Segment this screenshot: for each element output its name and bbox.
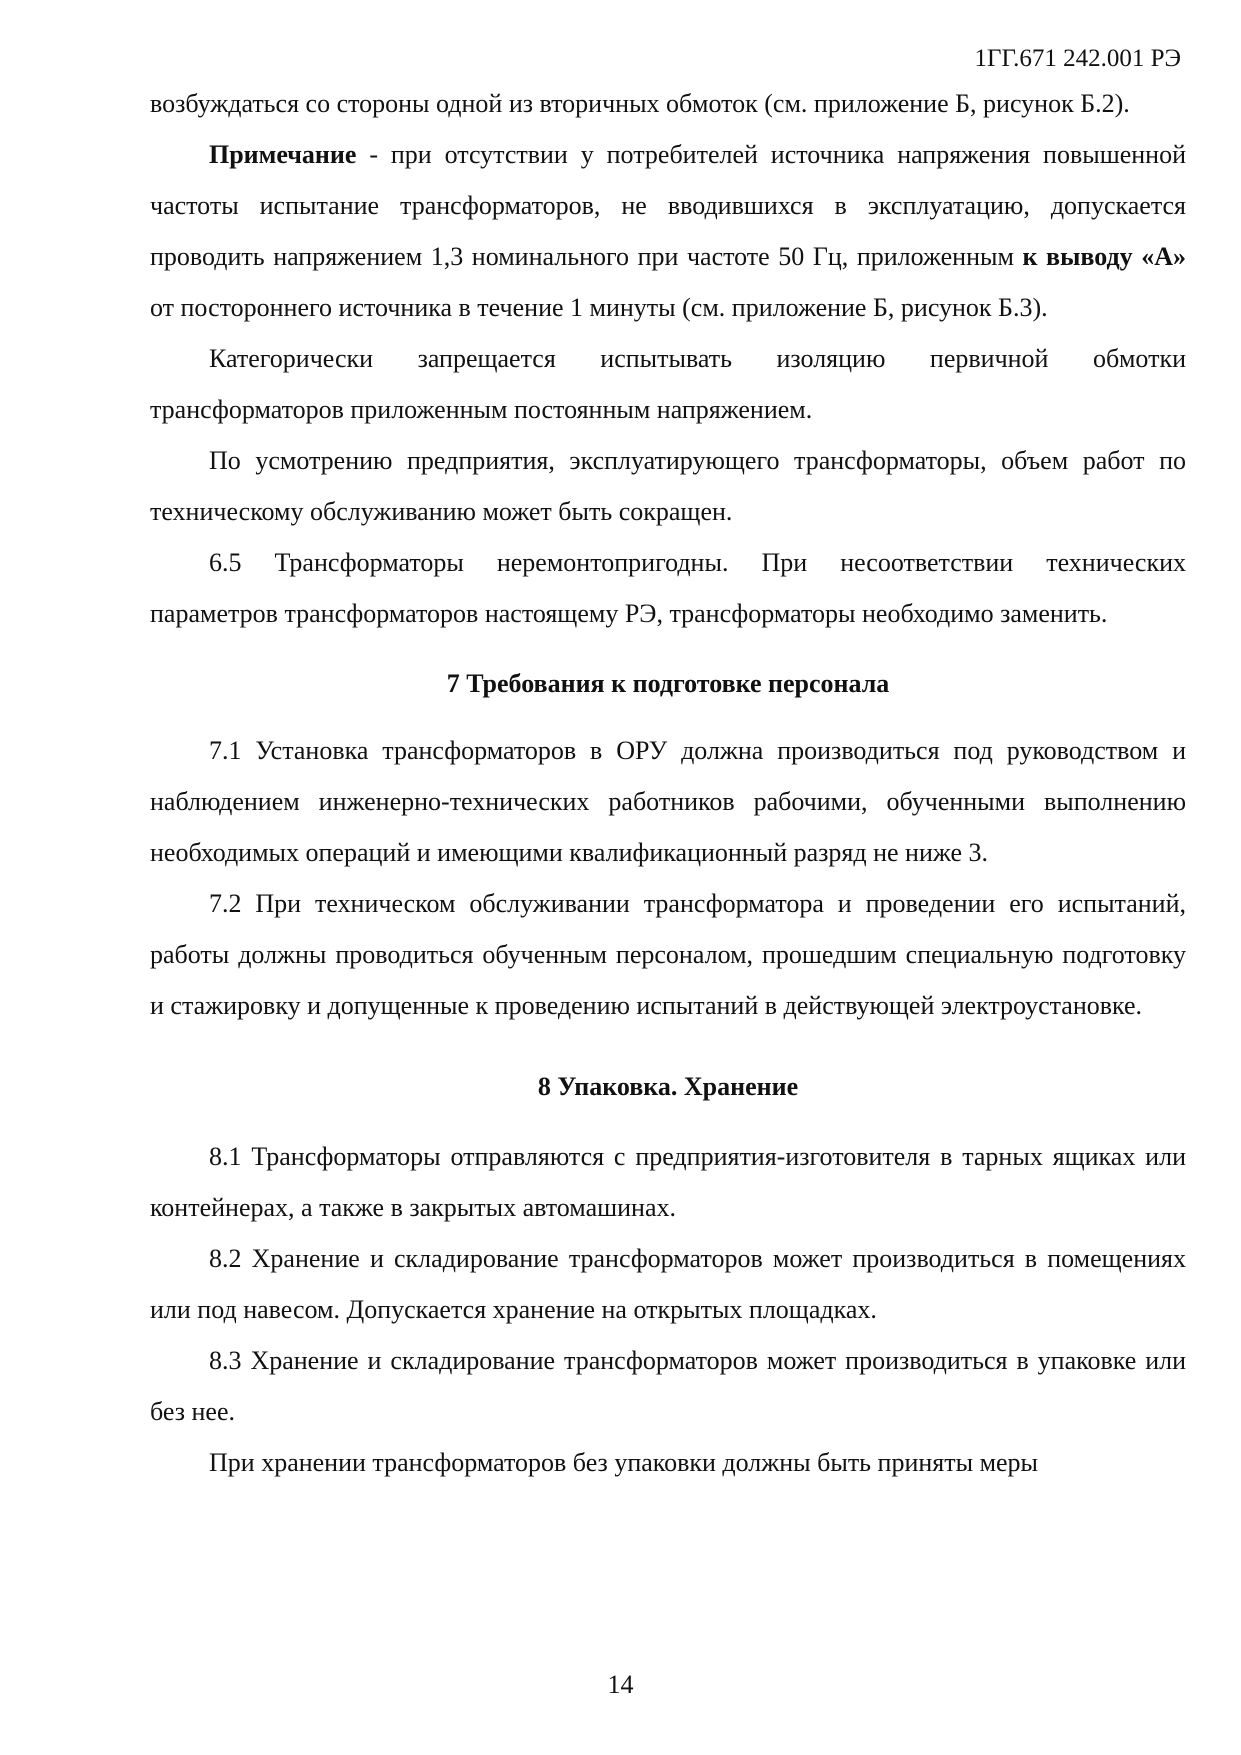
section-8-heading: 8 Упаковка. Хранение (537, 1072, 799, 1101)
body-text (150, 78, 1186, 1488)
paragraph-6-5: 6.5 Трансформаторы неремонтопригодны. При несоответствии технических параметров трансформаторов настоящему РЭ, трансформаторы необходимо заменить. (150, 548, 1186, 628)
document-code: 1ГГ.671 242.001 РЭ (974, 45, 1181, 72)
page-number: 14 (607, 1670, 634, 1699)
paragraph-7-1: 7.1 Установка трансформаторов в ОРУ должна производиться под руководством и наблюдением инженерно-технических работников рабочими, обученными выполнению необходимых операций и имеющими квалификационный разряд не ниже 3. (150, 736, 1186, 867)
paragraph-continuation: возбуждаться со стороны одной из вторичных обмоток (см. приложение Б, рисунок Б.2). (150, 89, 1130, 118)
paragraph-storage: При хранении трансформаторов без упаковки должны быть приняты меры (209, 1448, 1039, 1477)
paragraph-prohibition: Категорически запрещается испытывать изоляцию первичной обмотки трансформаторов приложенным постоянным напряжением. (150, 344, 1186, 424)
note-text-b: от постороннего источника в течение 1 минуты (см. приложение Б, рисунок Б.3). (150, 293, 1048, 322)
note-paragraph (150, 129, 1186, 333)
note-bold-terminal: к выводу «А» (1022, 242, 1186, 271)
paragraph-7-2: 7.2 При техническом обслуживании трансформатора и проведении его испытаний, работы должны проводиться обученным персоналом, прошедшим специальную подготовку и стажировку и допущенные к проведению испытаний в действующей электроустановке. (150, 889, 1186, 1020)
paragraph-8-2: 8.2 Хранение и складирование трансформаторов может производиться в помещениях или под навесом. Допускается хранение на открытых площадках. (150, 1244, 1186, 1324)
section-7-heading: 7 Требования к подготовке персонала (446, 669, 890, 698)
paragraph-scope: По усмотрению предприятия, эксплуатирующего трансформаторы, объем работ по техническому обслуживанию может быть сокращен. (150, 446, 1186, 526)
paragraph-8-3: 8.3 Хранение и складирование трансформаторов может производиться в упаковке или без нее. (150, 1346, 1186, 1426)
paragraph-8-1: 8.1 Трансформаторы отправляются с предприятия-изготовителя в тарных ящиках или контейнерах, а также в закрытых автомашинах. (150, 1142, 1186, 1222)
note-text-a: - при отсутствии у потребителей источника напряжения повышенной частоты испытание трансформаторов, не вводившихся в эксплуатацию, допускается проводить напряжением 1,3 номинального при частоте 50 Гц, приложенным (150, 140, 1186, 271)
note-label: Примечание (209, 140, 357, 169)
